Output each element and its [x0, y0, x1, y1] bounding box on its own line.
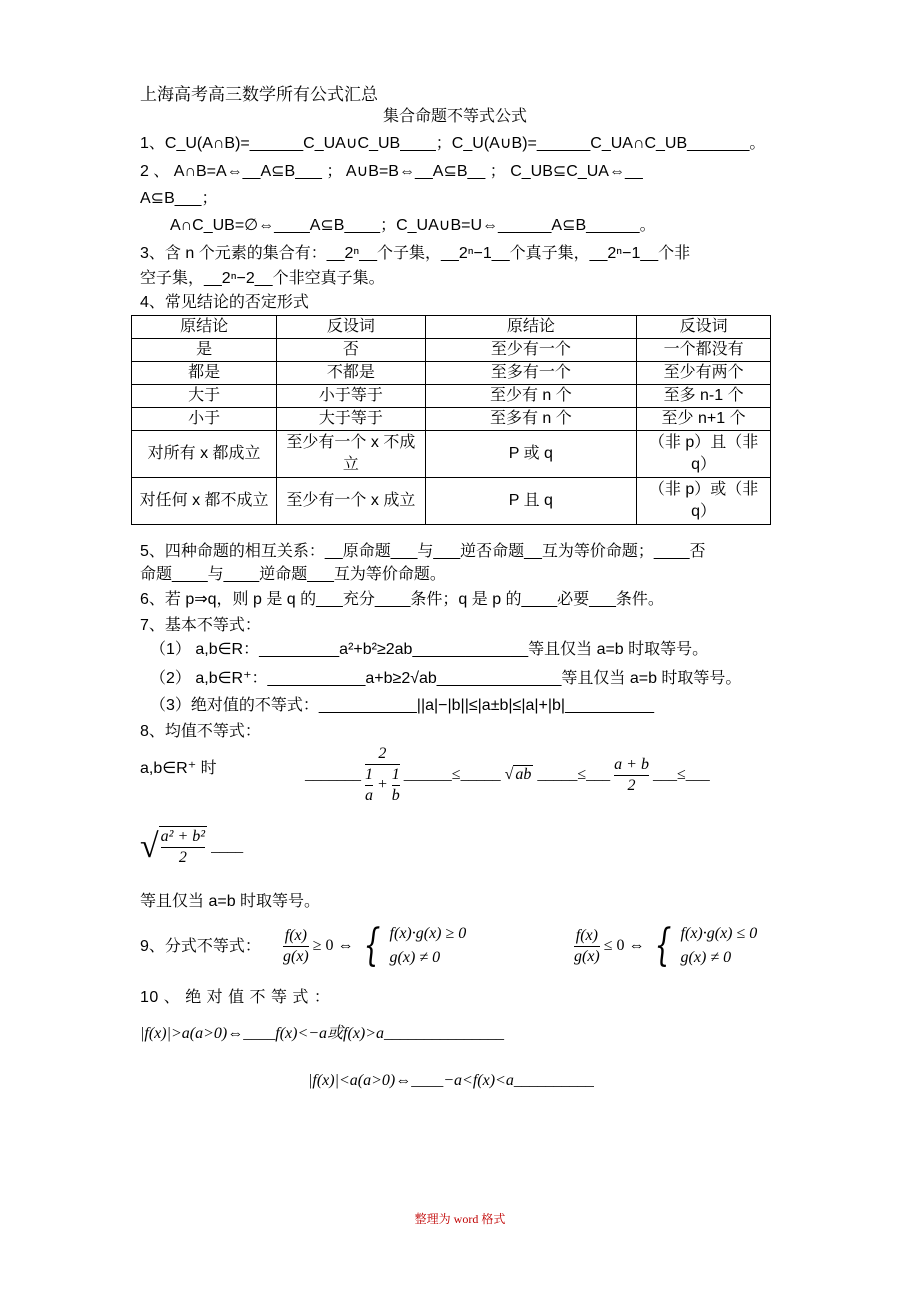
section-title: 集合命题不等式公式 — [383, 108, 528, 125]
item-10-1: |f(x)|>a(a>0)⇔____f(x)<−a或f(x)>a_______________ — [140, 1025, 505, 1042]
table-cell: 至少 n+1 个 — [637, 408, 771, 431]
item-2-line-3: A∩C_UB=∅⇔____A⊆B____；C_UA∪B=U⇔______A⊆B______。 — [170, 217, 656, 234]
item-7-2: （2） a,b∈R⁺：___________a+b≥2√ab______________等且仅当 a=b 时取等号。 — [150, 670, 742, 687]
negation-table — [131, 315, 771, 525]
table-row — [132, 362, 771, 385]
table-cell: （非 p）或（非 q） — [637, 478, 771, 525]
quadratic-mean: √ $\frac{\text{a² + b²}}{2}$ ____ — [140, 828, 244, 866]
item-4-heading: 4、常见结论的否定形式 — [140, 294, 309, 311]
table-cell: 至少有一个 x 成立 — [277, 478, 425, 525]
item-2-line-1: 2 、 A∩B=A⇔__A⊆B___ ； A∪B=B⇔__A⊆B__ ； C_UB⊆C_UA⇔__ — [140, 163, 643, 180]
table-row — [132, 478, 771, 525]
geometric-mean: √ ab — [504, 766, 532, 783]
item-7-1: （1） a,b∈R：_________a²+b²≥2ab_____________等且仅当 a=b 时取等号。 — [150, 641, 709, 658]
item-8-heading: 8、均值不等式： — [140, 723, 261, 740]
item-1: 1、C_U(A∩B)=______C_UA∪C_UB____；C_U(A∪B)=______C_UA∩C_UB_______。 — [140, 135, 766, 152]
item-6: 6、若 p⇒q，则 p 是 q 的___充分____条件；q 是 p 的____必要___条件。 — [140, 591, 664, 608]
harmonic-mean: 2 $\frac{1}{a}$ + $\frac{1}{b}$ — [365, 745, 400, 804]
item-8-tail: 等且仅当 a=b 时取等号。 — [140, 893, 321, 910]
item-7-heading: 7、基本不等式： — [140, 617, 261, 634]
item-5-line-1: 5、四种命题的相互关系：__原命题___与___逆否命题__互为等价命题；____否 — [140, 543, 706, 560]
table-cell: 至少有一个 x 不成立 — [277, 431, 425, 478]
table-cell: 对所有 x 都成立 — [132, 431, 277, 478]
document-title: 上海高考高三数学所有公式汇总 — [140, 85, 378, 104]
footer-note: 整理为 word 格式 — [414, 1212, 506, 1226]
item-3-line-1: 3、含 n 个元素的集合有：__2ⁿ__个子集，__2ⁿ−1__个真子集，__2ⁿ−1__个非 — [140, 245, 691, 262]
table-row — [132, 385, 771, 408]
table-cell: 大于等于 — [277, 408, 425, 431]
table-cell: 至多 n-1 个 — [637, 385, 771, 408]
table-cell: 至多有一个 — [425, 362, 637, 385]
table-cell: P 或 q — [425, 431, 637, 478]
item-8-condition: a,b∈R⁺ 时 — [140, 760, 217, 777]
item-2-line-2: A⊆B___； — [140, 190, 218, 207]
table-cell: 对任何 x 都不成立 — [132, 478, 277, 525]
table-cell: 大于 — [132, 385, 277, 408]
item-9-heading: 9、分式不等式： — [140, 938, 261, 955]
item-3-line-2: 空子集，__2ⁿ−2__个非空真子集。 — [140, 270, 385, 287]
table-cell: 不都是 — [277, 362, 425, 385]
table-cell: 至少有一个 — [425, 339, 637, 362]
table-cell: （非 p）且（非 q） — [637, 431, 771, 478]
table-row — [132, 431, 771, 478]
table-cell: 否 — [277, 339, 425, 362]
item-5-line-2: 命题____与____逆命题___互为等价命题。 — [140, 566, 446, 583]
table-row — [132, 339, 771, 362]
item-7-3: （3）绝对值的不等式：___________||a|−|b||≤|a±b|≤|a|+|b|__________ — [150, 697, 655, 714]
fraction-inequality-ge: $\frac{f(x)}{g(x)}$ ≥ 0 ⇔ { f(x)·g(x) ≥ 0 g(x) ≠ 0 — [283, 920, 467, 971]
table-cell: 至多有 n 个 — [425, 408, 637, 431]
table-header: 反设词 — [637, 316, 771, 339]
table-cell: 都是 — [132, 362, 277, 385]
table-header: 原结论 — [132, 316, 277, 339]
table-row — [132, 408, 771, 431]
table-header: 反设词 — [277, 316, 425, 339]
table-cell: 是 — [132, 339, 277, 362]
table-header-row — [132, 316, 771, 339]
table-cell: 一个都没有 — [637, 339, 771, 362]
table-header: 原结论 — [425, 316, 637, 339]
table-cell: 小于等于 — [277, 385, 425, 408]
table-cell: 至少有 n 个 — [425, 385, 637, 408]
item-10-2: |f(x)|<a(a>0)⇔____−a<f(x)<a__________ — [308, 1072, 594, 1089]
table-cell: 小于 — [132, 408, 277, 431]
fraction-inequality-le: $\frac{f(x)}{g(x)}$ ≤ 0 ⇔ { f(x)·g(x) ≤ 0 g(x) ≠ 0 — [574, 920, 758, 971]
table-cell: P 且 q — [425, 478, 637, 525]
mean-inequality-formula: _______ 2 $\frac{1}{a}$ + $\frac{1}{b}$ ______≤_____ √ ab _____≤___ $\frac{a + b}{2}$ ___≤___ — [305, 745, 710, 804]
table-cell: 至少有两个 — [637, 362, 771, 385]
arithmetic-mean: $\frac{a + b}{2}$ — [614, 755, 649, 794]
item-10-heading: 10 、 绝 对 值 不 等 式 ： — [140, 989, 331, 1006]
